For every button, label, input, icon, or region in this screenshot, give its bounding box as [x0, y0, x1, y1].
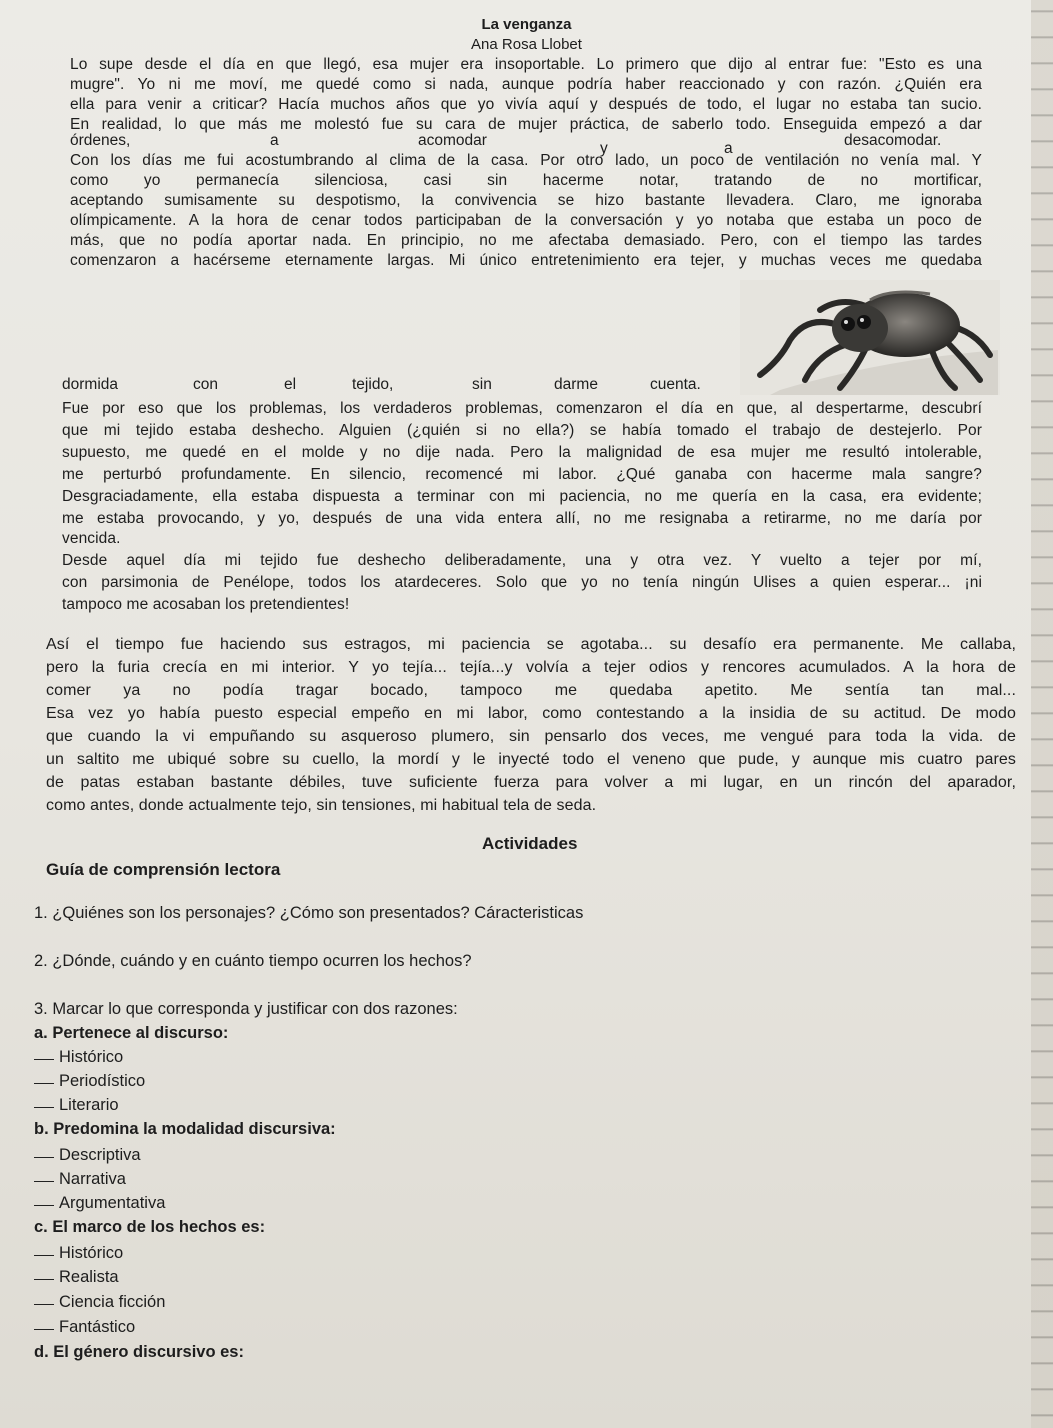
question-2: 2. ¿Dónde, cuándo y en cuánto tiempo ocurren los hechos? [34, 952, 472, 970]
text-line: vencida. [62, 530, 121, 547]
text-line: que cuando la vi empuñando su asqueroso plumero, sin pensarlo dos veces, me vengué para toda la vida. de [46, 728, 1016, 745]
gap-word: a [724, 140, 733, 157]
guide-title: Guía de comprensión lectora [46, 860, 281, 879]
gap-word: desacomodar. [844, 132, 942, 149]
section-d-title: d. El género discursivo es: [34, 1343, 244, 1361]
text-line: Fue por eso que los problemas, los verdaderos problemas, comenzaron el día en que, al despertarme, descubrí [62, 400, 982, 417]
answer-blank[interactable] [34, 1107, 54, 1108]
text-line: que mi tejido estaba deshecho. Alguien (¿quién si no ella?) se había tomado el trabajo de destejerlo. Por [62, 422, 982, 439]
gap-word: con [193, 376, 218, 393]
answer-blank[interactable] [34, 1181, 54, 1182]
option-c-3[interactable]: Ciencia ficción [34, 1293, 165, 1312]
story-title: La venganza [481, 16, 572, 33]
text-line: tampoco me acosaban los pretendientes! [62, 596, 350, 613]
text-line: más, que no podía aportar nada. En principio, no me afectaba demasiado. Pero, con el tiempo las tardes [70, 232, 982, 249]
answer-blank[interactable] [34, 1083, 54, 1084]
answer-blank[interactable] [34, 1205, 54, 1206]
text-line: En realidad, lo que más me molestó fue su cara de mujer práctica, de saberlo todo. Enseguida empezó a dar [70, 116, 982, 133]
gap-word: sin [472, 376, 492, 393]
gap-word: y [600, 140, 608, 157]
text-line: pero la furia crecía en mi interior. Y yo tejía... tejía...y volvía a tejer odios y rencores acumulados. A la hora de [46, 659, 1016, 676]
section-a-title: a. Pertenece al discurso: [34, 1024, 229, 1042]
text-line: como yo permanecía silenciosa, casi sin hacerme notar, tratando de no mortificar, [70, 172, 982, 189]
text-line: Esa vez yo había puesto especial empeño en mi labor, como contestando a la insidia de su actitud. De modo [46, 705, 1016, 722]
option-c-2[interactable]: Realista [34, 1268, 119, 1287]
text-line: comer ya no podía tragar bocado, tampoco me quedaba apetito. Me sentía tan mal... [46, 682, 1016, 699]
text-line: mugre". Yo ni me moví, me quedé como si nada, aunque podría haber reaccionado y con razón. ¿Quién era [70, 76, 982, 93]
option-c-1[interactable]: Histórico [34, 1244, 123, 1263]
gap-word: órdenes, [70, 132, 131, 149]
story-author: Ana Rosa Llobet [471, 36, 582, 53]
option-a-3[interactable]: Literario [34, 1096, 119, 1115]
jumping-spider-image [740, 280, 1000, 395]
text-line: me perturbó profundamente. En silencio, recomencé mi labor. ¿Qué ganaba con hacerme mala sangre? [62, 466, 982, 483]
answer-blank[interactable] [34, 1279, 54, 1280]
text-line: ella para venir a criticar? Hacía muchos años que yo vivía aquí y después de todo, el lugar no estaba tan sucio. [70, 96, 982, 113]
text-line: un saltito me ubiqué sobre su cuello, la mordí y le inyecté todo el veneno que pude, y aunque mis cuatro pares [46, 751, 1016, 768]
question-1: 1. ¿Quiénes son los personajes? ¿Cómo son presentados? Cáracteristicas [34, 904, 584, 922]
gap-word: el [284, 376, 297, 393]
answer-blank[interactable] [34, 1304, 54, 1305]
section-b-title: b. Predomina la modalidad discursiva: [34, 1120, 336, 1138]
question-3: 3. Marcar lo que corresponda y justificar con dos razones: [34, 1000, 458, 1018]
section-c-title: c. El marco de los hechos es: [34, 1218, 266, 1236]
text-line: Desgraciadamente, ella estaba dispuesta a terminar con mi paciencia, no me quería en la casa, era evidente; [62, 488, 982, 505]
gap-word: acomodar [418, 132, 487, 149]
gap-word: a [270, 132, 279, 149]
text-line: Desde aquel día mi tejido fue deshecho deliberadamente, una y otra vez. Y vuelto a tejer por mí, [62, 552, 982, 569]
text-line: con parsimonia de Penélope, todos los atardeceres. Solo que yo no tenía ningún Ulises a quien esperar... ¡ni [62, 574, 982, 591]
option-b-1[interactable]: Descriptiva [34, 1146, 141, 1165]
option-b-2[interactable]: Narrativa [34, 1170, 126, 1189]
text-line: como antes, donde actualmente tejo, sin tensiones, mi habitual tela de seda. [46, 797, 597, 814]
text-line: Con los días me fui acostumbrando al clima de la casa. Por otro lado, un poco de ventilación no venía mal. Y [70, 152, 982, 169]
option-a-1[interactable]: Histórico [34, 1048, 123, 1067]
text-line: olímpicamente. A la hora de cenar todos participaban de la conversación y yo notaba que estaba un poco de [70, 212, 982, 229]
answer-blank[interactable] [34, 1255, 54, 1256]
text-line: supuesto, me quedé en el molde y no dije nada. Pero la malignidad de esa mujer me resultó intolerable, [62, 444, 982, 461]
text-line: Lo supe desde el día en que llegó, esa mujer era insoportable. Lo primero que dijo al entrar fue: "Esto es una [70, 56, 982, 73]
text-line: me estaba provocando, y yo, después de una vida entera allí, no me resignaba a retirarme, no me daría por [62, 510, 982, 527]
option-c-4[interactable]: Fantástico [34, 1318, 135, 1337]
gap-word: darme [554, 376, 598, 393]
gap-word: tejido, [352, 376, 394, 393]
answer-blank[interactable] [34, 1157, 54, 1158]
text-line: comenzaron a hacérseme eternamente largas. Mi único entretenimiento era tejer, y muchas veces me quedaba [70, 252, 982, 269]
option-a-2[interactable]: Periodístico [34, 1072, 145, 1091]
answer-blank[interactable] [34, 1059, 54, 1060]
text-line: Así el tiempo fue haciendo sus estragos, mi paciencia se agotaba... su desafío era permanente. Me callaba, [46, 636, 1016, 653]
option-b-3[interactable]: Argumentativa [34, 1194, 165, 1213]
answer-blank[interactable] [34, 1329, 54, 1330]
activities-heading: Actividades [482, 834, 578, 853]
text-line: de patas estaban bastante débiles, tuve suficiente fuerza para volver a mi lugar, en un rincón del aparador, [46, 774, 1016, 791]
text-line: aceptando sumisamente su despotismo, la convivencia se hizo bastante llevadera. Claro, me ignoraba [70, 192, 982, 209]
gap-word: cuenta. [650, 376, 701, 393]
notebook-binding-edge [1031, 0, 1053, 1428]
gap-word: dormida [62, 376, 118, 393]
